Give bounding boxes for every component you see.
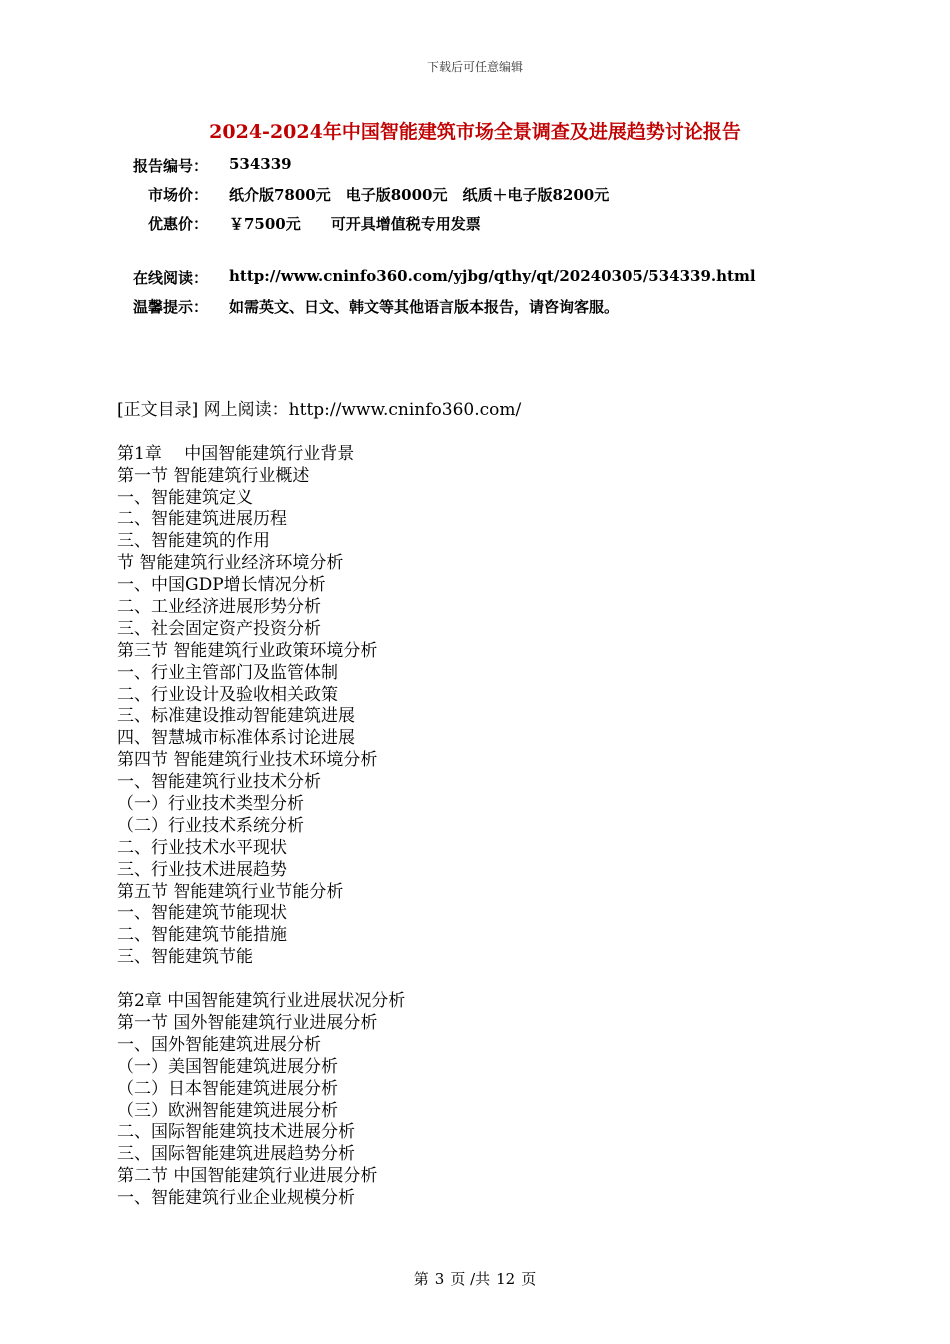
toc-entry: 第1章 中国智能建筑行业背景 [117, 443, 355, 464]
toc-spacer [117, 422, 877, 444]
toc-entry: 一、智能建筑行业技术分析 [117, 772, 321, 793]
report-number-value: 534339 [229, 155, 292, 173]
notice-label: 温馨提示： [132, 298, 208, 316]
toc-entry: 一、国外智能建筑进展分析 [117, 1034, 321, 1055]
footer-current-page: 3 [434, 1270, 445, 1288]
toc-entry: 二、智能建筑进展历程 [117, 509, 287, 530]
page-header: 下载后可任意编辑 [426, 60, 523, 74]
price-row [0, 184, 950, 206]
toc-entry: （一）美国智能建筑进展分析 [117, 1056, 338, 1077]
toc-entry: 第一节 智能建筑行业概述 [117, 465, 310, 486]
toc-entry: 一、智能建筑定义 [117, 487, 253, 508]
toc-entry: 二、行业技术水平现状 [117, 837, 287, 858]
toc-entry: 二、行业设计及验收相关政策 [117, 684, 338, 705]
online-url-link[interactable]: http://www.cninfo360.com/yjbg/qthy/qt/20240305/534339.html [229, 267, 756, 285]
toc-entry: 一、行业主管部门及监管体制 [117, 662, 338, 683]
discount-value: ￥7500元 可开具增值税专用发票 [229, 215, 481, 233]
toc-entry: （一）行业技术类型分析 [117, 794, 304, 815]
toc-entry: 第三节 智能建筑行业政策环境分析 [117, 640, 378, 661]
toc-entry: 三、行业技术进展趋势 [117, 859, 287, 880]
toc-spacer [117, 969, 877, 991]
price-value: 纸介版7800元 电子版8000元 纸质＋电子版8200元 [229, 186, 610, 204]
online-label: 在线阅读： [132, 269, 208, 287]
footer-total-pages: 12 [496, 1270, 516, 1288]
report-number-row [0, 155, 950, 177]
footer-prefix: 第 [413, 1270, 429, 1288]
online-row [0, 267, 950, 289]
discount-label: 优惠价： [147, 215, 208, 233]
notice-text: 如需英文、日文、韩文等其他语言版本报告，请咨询客服。 [229, 298, 620, 316]
toc-entry: 三、智能建筑节能 [117, 947, 253, 968]
toc-entry: 节 智能建筑行业经济环境分析 [117, 553, 344, 574]
page-footer [0, 1268, 950, 1289]
toc-entry: 一、中国GDP增长情况分析 [117, 575, 326, 596]
toc-entry: 一、智能建筑行业企业规模分析 [117, 1188, 355, 1209]
toc-entry: （二）日本智能建筑进展分析 [117, 1078, 338, 1099]
toc-entry: 第五节 智能建筑行业节能分析 [117, 881, 344, 902]
toc-entry: 第四节 智能建筑行业技术环境分析 [117, 750, 378, 771]
report-title: 2024-2024年中国智能建筑市场全景调查及进展趋势讨论报告 [209, 121, 741, 143]
toc-entry: （二）行业技术系统分析 [117, 815, 304, 836]
toc-entry: 三、标准建设推动智能建筑进展 [117, 706, 355, 727]
toc-entry: 二、国际智能建筑技术进展分析 [117, 1122, 355, 1143]
toc-entry: （三）欧洲智能建筑进展分析 [117, 1100, 338, 1121]
toc-entry: 四、智慧城市标准体系讨论进展 [117, 728, 355, 749]
table-of-contents [117, 400, 877, 1210]
toc-entry: 第二节 中国智能建筑行业进展分析 [117, 1166, 378, 1187]
price-label: 市场价： [147, 186, 208, 204]
toc-entry: 三、社会固定资产投资分析 [117, 618, 321, 639]
report-number-label: 报告编号： [132, 157, 208, 175]
toc-entry: 二、工业经济进展形势分析 [117, 597, 321, 618]
toc-entry: 二、智能建筑节能措施 [117, 925, 287, 946]
toc-entry: 三、智能建筑的作用 [117, 531, 270, 552]
footer-suffix: 页 [521, 1270, 537, 1288]
notice-row [0, 296, 950, 318]
toc-entry: 一、智能建筑节能现状 [117, 903, 287, 924]
toc-chapter-1 [117, 444, 877, 969]
toc-entry: 第2章 中国智能建筑行业进展状况分析 [117, 991, 406, 1012]
toc-heading: [正文目录] 网上阅读：http://www.cninfo360.com/ [117, 400, 522, 420]
toc-entry: 三、国际智能建筑进展趋势分析 [117, 1144, 355, 1165]
footer-middle: 页 /共 [450, 1270, 491, 1288]
toc-entry: 第一节 国外智能建筑行业进展分析 [117, 1012, 378, 1033]
discount-row [0, 213, 950, 235]
toc-chapter-2 [117, 991, 877, 1210]
